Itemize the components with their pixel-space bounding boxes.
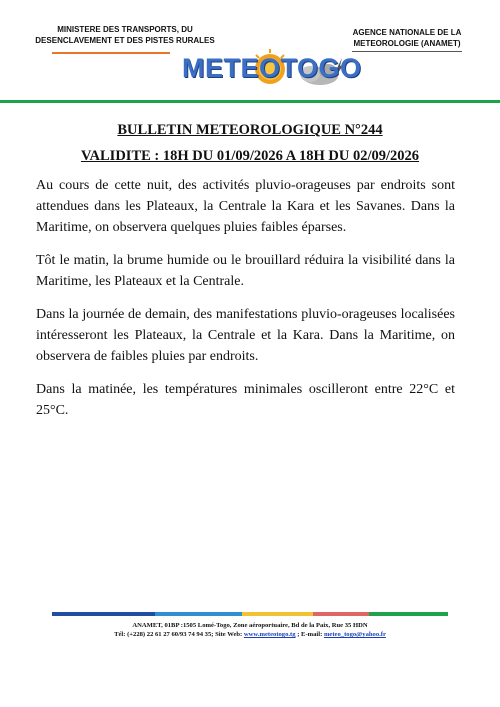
footer-contact [0,621,500,639]
footer-bar-segment [52,612,155,616]
bulletin-validity: VALIDITE : 18H DU 01/09/2026 A 18H DU 02/09/2026 [80,148,420,164]
footer-bar-segment [155,612,242,616]
footer-contact-line [0,630,500,639]
email-link[interactable]: meteo_togo@yahoo.fr [323,631,386,638]
paragraph-temperatures: Dans la matinée, les températures minimales oscilleront entre 22°C et 25°C. [36,382,455,418]
paragraph-morning: Tôt le matin, la brume humide ou le brouillard réduira la visibilité dans la Maritime, les Plateaux et la Centrale. [36,253,455,289]
agency-line-1: AGENCE NATIONALE DE LA [352,28,462,37]
ministry-underline [52,52,170,54]
footer-color-bar [52,612,448,616]
ministry-name [30,24,220,46]
paragraph-day: Dans la journée de demain, des manifestations pluvio-orageuses localisées intéresseront les Plateaux, la Centrale et la Kara. Dans la Maritime, on observera de faibles pluies par endroits. [36,307,455,364]
agency-name [348,27,466,49]
agency-line-2: METEOROLOGIE (ANAMET) [353,39,461,48]
bulletin-body [36,175,455,433]
header-divider [0,100,500,103]
meteotogo-logo [178,48,362,90]
footer-email-label: ; E-mail: [295,631,324,638]
bulletin-title: BULLETIN METEOROLOGIQUE N°244 [117,122,383,138]
footer-bar-segment [313,612,368,616]
ministry-line-1: MINISTERE DES TRANSPORTS, DU [57,25,193,34]
agency-underline [352,51,462,52]
footer-bar-segment [369,612,448,616]
ministry-line-2: DESENCLAVEMENT ET DES PISTES RURALES [35,36,215,45]
paragraph-night: Au cours de cette nuit, des activités pluvio-orageuses par endroits sont attendues dans les Plateaux, la Centrale la Kara et les Savanes. Dans la Maritime, on observera quelques pluies faibles éparses. [36,178,455,235]
logo-wordmark: METEOTOGO [182,53,362,83]
footer-address: ANAMET, 01BP :1505 Lomé-Togo, Zone aéroportuaire, Bd de la Paix, Rue 35 HDN [132,622,368,629]
website-link[interactable]: www.meteotogo.tg [243,631,296,638]
footer-phone: Tél: (+228) 22 61 27 60/93 74 94 35; Site Web: [114,631,244,638]
footer-bar-segment [242,612,313,616]
